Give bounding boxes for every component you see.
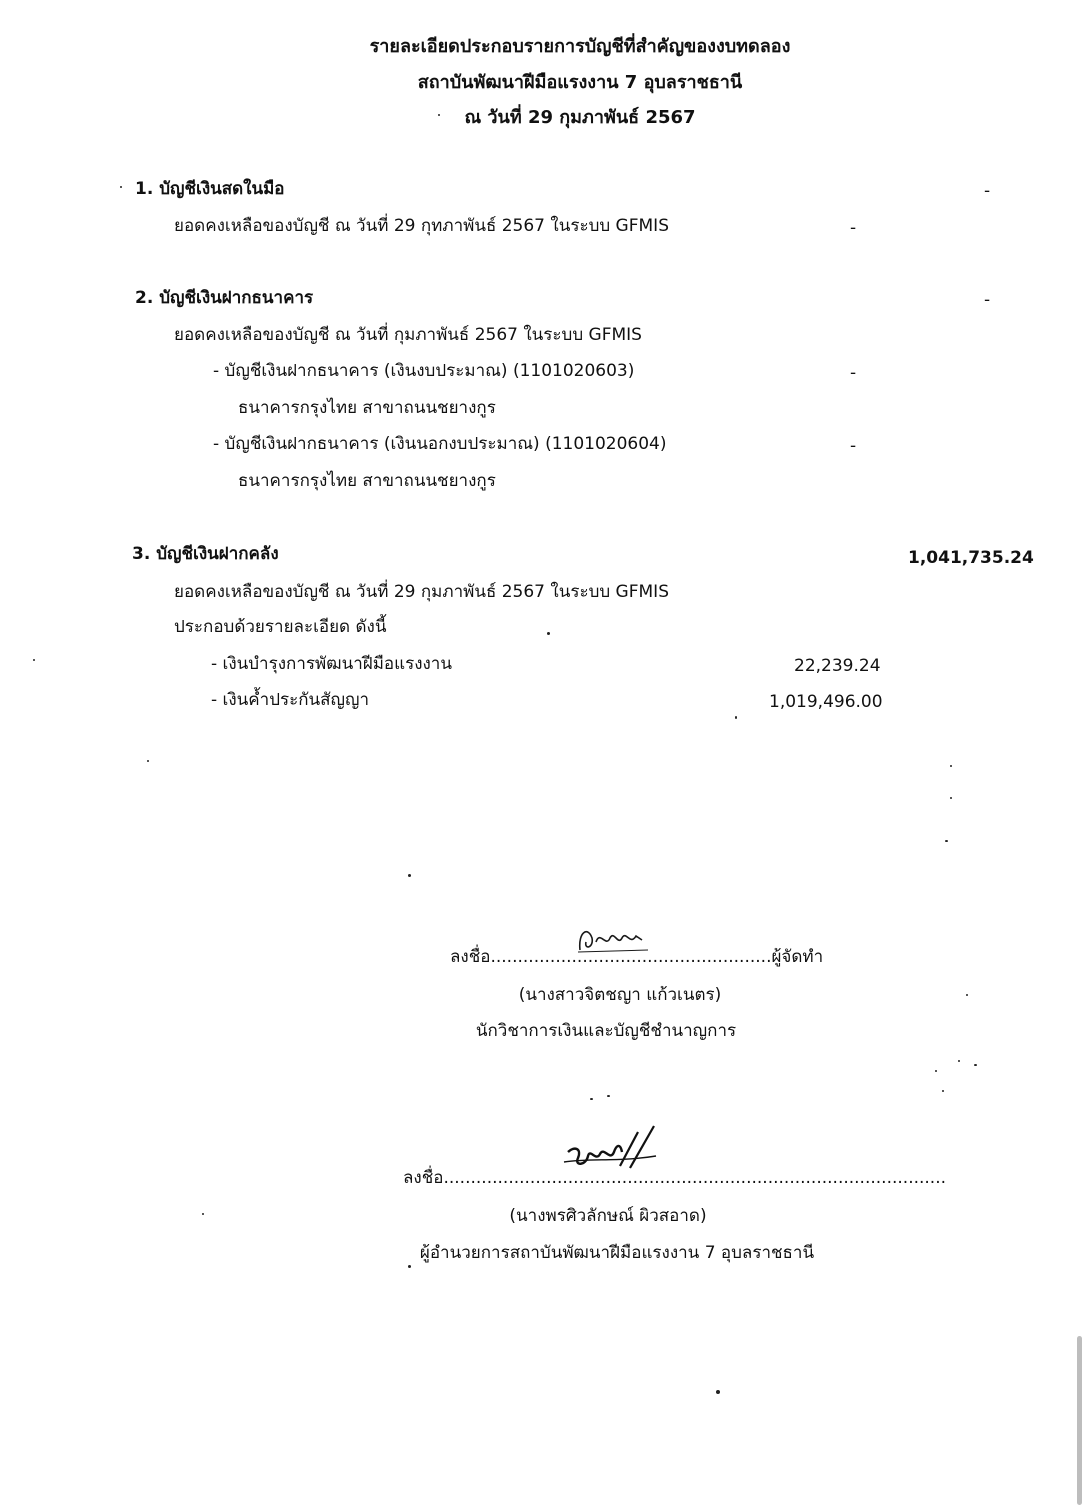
section3-heading-amount: 1,041,735.24 [908,548,1034,568]
scan-speck [966,994,968,996]
signature-label: ลงชื่อ............................................................................................. [403,1168,947,1188]
section2-item-label: - บัญชีเงินฝากธนาคาร (เงินงบประมาณ) (1101020603) [213,361,635,381]
section2-item-label: - บัญชีเงินฝากธนาคาร (เงินนอกงบประมาณ) (1101020604) [213,434,667,454]
scan-speck [147,760,149,762]
scan-speck [945,840,948,842]
section1-heading-amount: - [984,181,991,201]
section3-item-label: - เงินบำรุงการพัฒนาฝีมือแรงงาน [211,654,452,674]
signer-name: (นางพรศิวลักษณ์ ผิวสอาด) [509,1206,707,1226]
scan-speck [202,1213,204,1215]
signer-name: (นางสาวจิตชญา แก้วเนตร) [518,985,722,1005]
section2-item-amount: - [850,436,857,456]
scan-speck [120,186,122,188]
signature-label: ลงชื่อ....................................................ผู้จัดทำ [450,947,824,967]
scan-speck [408,874,411,877]
handwritten-signature-2 [560,1122,670,1182]
scan-speck [735,716,737,719]
scan-speck [950,797,952,799]
section2-item-bank: ธนาคารกรุงไทย สาขาถนนชยางกูร [238,471,496,491]
section3-item-label: - เงินค้ำประกันสัญญา [211,690,370,710]
vertical-scrollbar[interactable] [1077,1336,1082,1505]
scan-speck [590,1098,593,1100]
section3-detail-caption: ประกอบด้วยรายละเอียด ดังนี้ [174,617,387,637]
organization-name: สถาบันพัฒนาฝีมือแรงงาน 7 อุบลราชธานี [417,72,743,93]
section2-balance-line: ยอดคงเหลือของบัญชี ณ วันที่ กุมภาพันธ์ 2567 ในระบบ GFMIS [174,325,642,345]
scan-speck [935,1070,937,1072]
section1-heading: 1. บัญชีเงินสดในมือ [135,179,285,199]
document-title: รายละเอียดประกอบรายการบัญชีที่สำคัญของงบทดลอง [369,36,791,57]
scan-speck [547,632,550,635]
signer-position: ผู้อำนวยการสถาบันพัฒนาฝีมือแรงงาน 7 อุบลราชธานี [419,1243,815,1263]
scan-speck [408,1265,411,1268]
section2-heading-amount: - [984,290,991,310]
scan-speck [33,659,35,661]
scan-speck [950,765,952,767]
scan-speck [607,1095,610,1097]
report-date: ณ วันที่ 29 กุมภาพันธ์ 2567 [464,107,696,128]
section3-item-amount: 1,019,496.00 [769,692,883,712]
section1-balance-line: ยอดคงเหลือของบัญชี ณ วันที่ 29 กุทภาพันธ์ 2567 ในระบบ GFMIS [174,216,669,236]
section3-item-amount: 22,239.24 [794,656,881,676]
section3-balance-line: ยอดคงเหลือของบัญชี ณ วันที่ 29 กุมภาพันธ์ 2567 ในระบบ GFMIS [174,582,669,602]
signer-position: นักวิชาการเงินและบัญชีชำนาญการ [475,1021,737,1041]
section1-balance-amount: - [850,218,857,238]
scan-speck [942,1090,944,1092]
section2-item-bank: ธนาคารกรุงไทย สาขาถนนชยางกูร [238,398,496,418]
scan-speck [438,114,440,116]
scan-speck [974,1064,977,1066]
section2-item-amount: - [850,363,857,383]
section2-heading: 2. บัญชีเงินฝากธนาคาร [135,288,314,308]
handwritten-signature-1 [570,920,660,960]
section3-heading: 3. บัญชีเงินฝากคลัง [132,544,279,564]
scan-speck [716,1390,720,1394]
scan-speck [958,1060,960,1062]
